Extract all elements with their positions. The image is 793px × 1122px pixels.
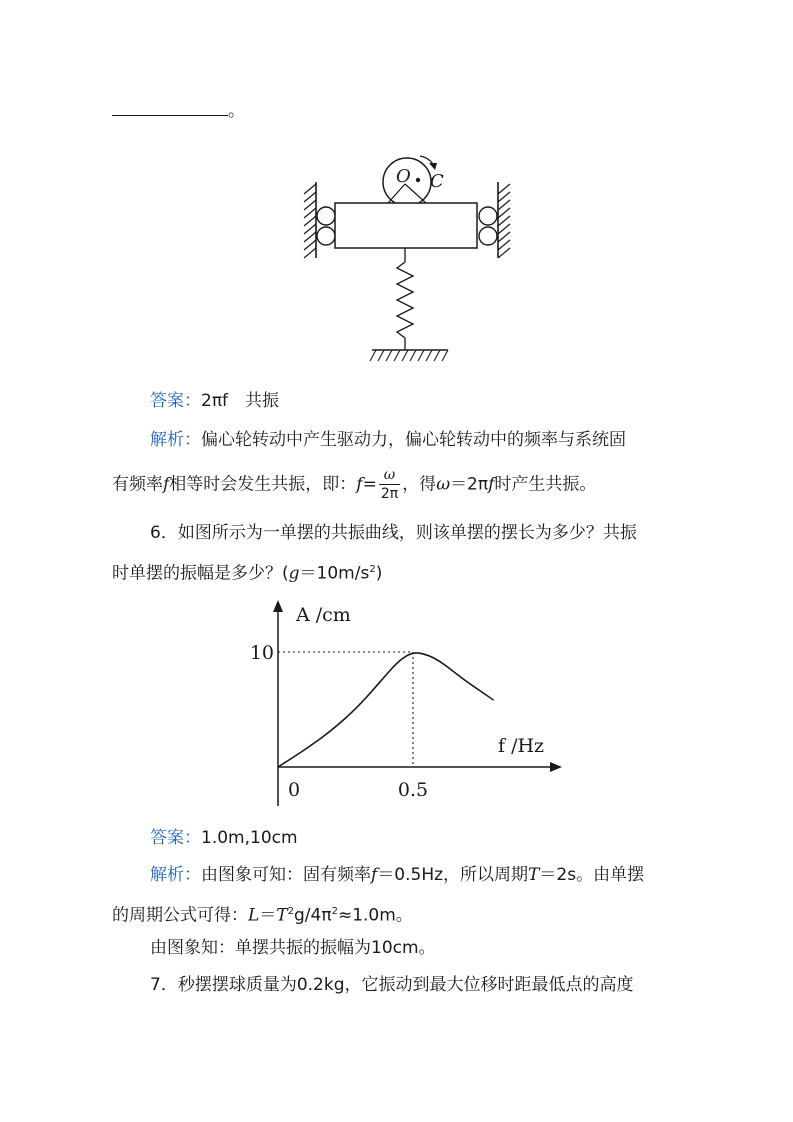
fraction-omega-2pi bbox=[379, 466, 400, 503]
superscript: 2 bbox=[331, 906, 338, 917]
left-roller-top bbox=[317, 207, 335, 225]
analysis-label: 解析： bbox=[150, 430, 201, 450]
x-axis-arrow bbox=[550, 762, 562, 772]
var-omega: ω bbox=[436, 474, 451, 495]
forced-vibration-diagram bbox=[292, 150, 522, 370]
equals-sign: = bbox=[362, 474, 377, 495]
right-roller-top bbox=[479, 207, 497, 225]
superscript: 2 bbox=[287, 906, 295, 917]
answer-blank-line bbox=[112, 99, 245, 123]
y-axis-arrow bbox=[273, 600, 283, 612]
text-segment: ＝2π bbox=[450, 474, 489, 495]
answer-label: 答案： bbox=[150, 828, 201, 848]
fraction-numerator: ω bbox=[379, 466, 400, 485]
right-roller-bottom bbox=[479, 227, 497, 245]
text-segment: ) bbox=[375, 563, 383, 584]
q6-analysis-line3: 由图象知：单摆共振的振幅为10cm。 bbox=[150, 938, 436, 958]
y-tick-label-10: 10 bbox=[249, 642, 274, 664]
var-f: f bbox=[356, 474, 363, 495]
point-c-dot bbox=[416, 178, 420, 182]
text-segment: ≈1.0m。 bbox=[337, 905, 413, 926]
q5-analysis-line2 bbox=[112, 466, 596, 503]
q5-analysis-line1 bbox=[150, 428, 626, 452]
answer-text: 2πf 共振 bbox=[201, 391, 280, 411]
q6-answer bbox=[150, 826, 298, 850]
text-segment: 相等时会发生共振，即： bbox=[169, 474, 357, 495]
analysis-text: 偏心轮转动中产生驱动力，偏心轮转动中的频率与系统固 bbox=[201, 430, 626, 450]
text-segment: 由图象可知：固有频率 bbox=[201, 865, 371, 885]
text-segment: ＝0.5Hz，所以周期 bbox=[377, 865, 529, 885]
text-segment: ，得 bbox=[402, 474, 437, 495]
var-f: f bbox=[488, 474, 495, 495]
text-segment: 时单摆的振幅是多少？( bbox=[112, 563, 289, 584]
q5-answer bbox=[150, 389, 279, 413]
var-g: g bbox=[288, 563, 300, 584]
x-tick-label-0-5: 0.5 bbox=[397, 779, 429, 801]
y-axis-label: A /cm bbox=[296, 604, 351, 626]
right-wall-hatch bbox=[498, 184, 510, 258]
var-f: f bbox=[371, 865, 378, 885]
resonance-curve-chart bbox=[240, 592, 580, 814]
left-roller-bottom bbox=[317, 227, 335, 245]
rotation-arrowhead bbox=[429, 163, 437, 170]
answer-text: 1.0m,10cm bbox=[201, 828, 298, 848]
text-segment: ＝2s。由单摆 bbox=[539, 865, 645, 885]
fraction-denominator: 2π bbox=[380, 486, 399, 502]
analysis-label: 解析： bbox=[150, 865, 201, 885]
blank-underline bbox=[112, 101, 228, 116]
var-t: T bbox=[276, 905, 288, 926]
label-o: O bbox=[396, 166, 411, 187]
resonance-curve bbox=[278, 653, 494, 767]
var-t: T bbox=[528, 865, 540, 885]
q6-question-line2 bbox=[112, 558, 382, 586]
blank-tail: 。 bbox=[228, 101, 245, 121]
text-segment: ＝10m/s bbox=[299, 563, 370, 584]
var-f: f bbox=[163, 474, 170, 495]
q6-question-line1: 6．如图所示为一单摆的共振曲线，则该单摆的摆长为多少？共振 bbox=[150, 523, 637, 543]
text-segment: g/4π bbox=[294, 905, 332, 926]
left-wall-hatch bbox=[304, 184, 316, 258]
answer-label: 答案： bbox=[150, 391, 201, 411]
x-axis-label: f /Hz bbox=[498, 735, 545, 757]
text-segment: 有频率 bbox=[112, 474, 163, 495]
q7-question-line1: 7．秒摆摆球质量为0.2kg，它振动到最大位移时距最低点的高度 bbox=[150, 975, 634, 995]
spring bbox=[397, 248, 413, 350]
var-l: L bbox=[248, 905, 260, 926]
text-segment: 的周期公式可得： bbox=[112, 905, 248, 926]
text-segment: ＝ bbox=[259, 905, 277, 926]
platform-box bbox=[335, 203, 477, 248]
x-tick-label-0: 0 bbox=[288, 779, 301, 801]
text-segment: 时产生共振。 bbox=[494, 474, 597, 495]
superscript: 2 bbox=[369, 564, 376, 575]
q6-analysis-line1 bbox=[150, 863, 644, 887]
ground-hatch bbox=[370, 350, 448, 361]
label-c: C bbox=[430, 171, 444, 192]
q6-analysis-line2 bbox=[112, 900, 413, 928]
